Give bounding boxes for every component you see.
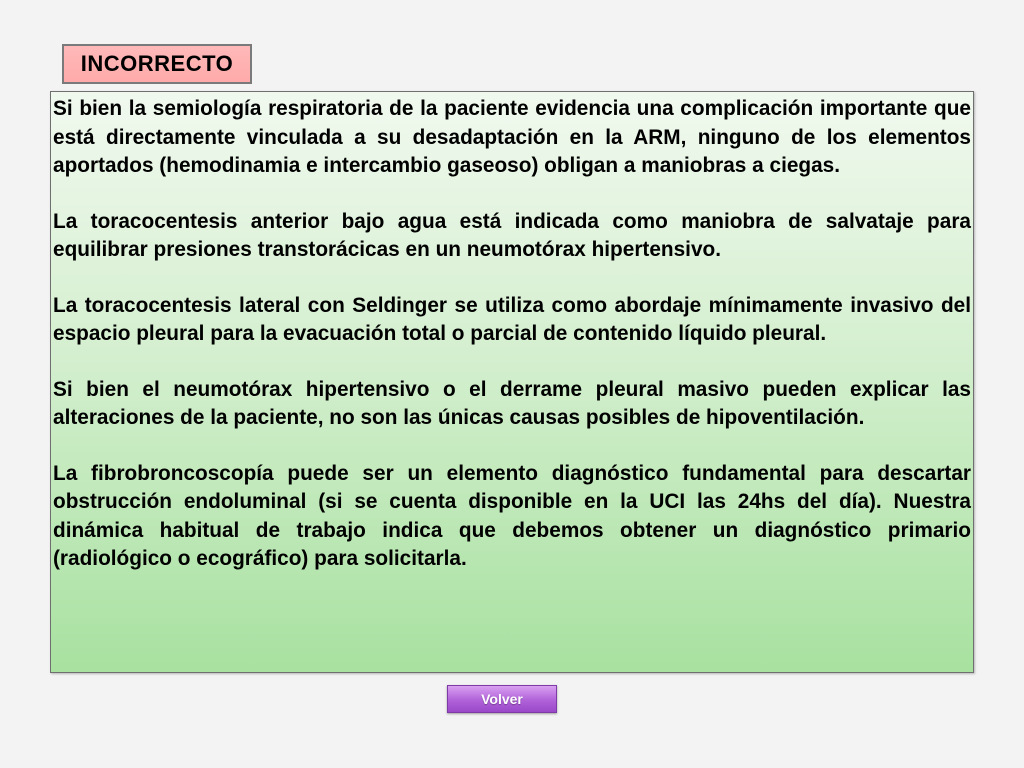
back-button[interactable]: Volver: [447, 685, 557, 713]
feedback-panel: [50, 91, 974, 673]
feedback-paragraph-2: La toracocentesis anterior bajo agua está indicada como maniobra de salvataje para equilibrar presiones transtorácicas en un neumotórax hipertensivo.: [53, 209, 971, 261]
result-badge: INCORRECTO: [62, 44, 252, 84]
feedback-paragraph-5: La fibrobroncoscopía puede ser un elemento diagnóstico fundamental para descartar obstrucción endoluminal (si se cuenta disponible en la UCI las 24hs del día). Nuestra dinámica habitual de trabajo indica que debemos obtener un diagnóstico primario (radiológico o ecográfico) para solicitarla.: [53, 461, 971, 570]
feedback-paragraph-3: La toracocentesis lateral con Seldinger se utiliza como abordaje mínimamente invasivo del espacio pleural para la evacuación total o parcial de contenido líquido pleural.: [53, 293, 971, 345]
feedback-paragraph-1: Si bien la semiología respiratoria de la paciente evidencia una complicación importante que está directamente vinculada a su desadaptación en la ARM, ninguno de los elementos aportados (hemodinamia e intercambio gaseoso) obligan a maniobras a ciegas.: [53, 97, 971, 177]
feedback-paragraph-4: Si bien el neumotórax hipertensivo o el derrame pleural masivo pueden explicar las alteraciones de la paciente, no son las únicas causas posibles de hipoventilación.: [53, 377, 971, 429]
